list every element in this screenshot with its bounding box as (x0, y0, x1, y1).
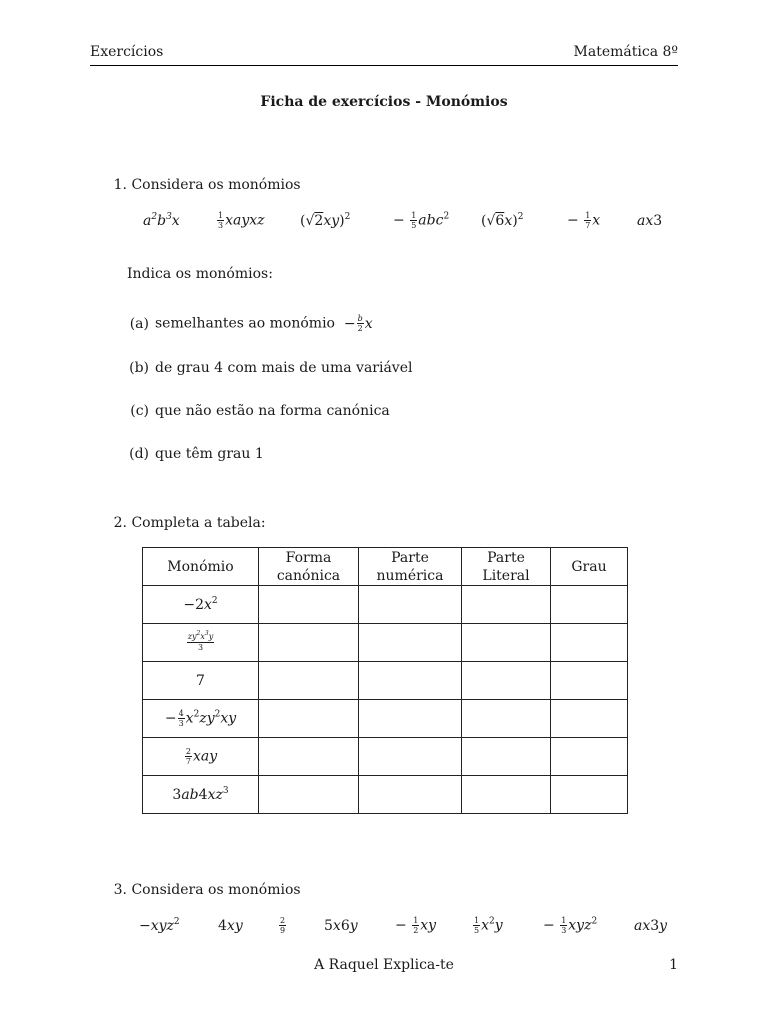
table-header-parte-literal: Parte Literal (462, 548, 551, 586)
page-number: 1 (669, 957, 678, 973)
table-cell-empty[interactable] (551, 662, 628, 700)
q1-item-b (127, 360, 412, 376)
q1-instruction: Indica os monómios: (127, 266, 273, 282)
table-cell-empty[interactable] (462, 738, 551, 776)
q1-item-c-text: que não estão na forma canónica (155, 403, 390, 419)
q1-item-b-label: (b) (129, 360, 149, 376)
q1-item-a-label: (a) (129, 315, 149, 332)
q3-monomial-7: − $\frac{1}{3}$ xyz$^2$ (543, 916, 598, 935)
table-cell-monomial: $\frac{zy^2x^3y}{3}$ (143, 624, 259, 662)
table-header-row (143, 548, 628, 586)
table-cell-empty[interactable] (462, 776, 551, 814)
table-cell-monomial: 7 (143, 662, 259, 700)
header-rule (90, 65, 678, 66)
question-1-number: 1. (113, 177, 127, 193)
q1-item-d-text: que têm grau 1 (155, 446, 264, 462)
q1-item-d-label: (d) (129, 446, 149, 462)
table-cell-empty[interactable] (259, 738, 359, 776)
q1-monomial-5: $(√6x)^2$ (481, 212, 524, 229)
table-cell-empty[interactable] (359, 624, 462, 662)
table-row (143, 624, 628, 662)
q3-monomial-8: ax3y (634, 918, 668, 934)
table-header-parte-numerica: Parte numérica (359, 548, 462, 586)
table-cell-empty[interactable] (462, 624, 551, 662)
table-cell-monomial: − $\frac{4}{3}$ $x^2zy^2xy$ (143, 700, 259, 738)
q1-item-a-text: semelhantes ao monómio (155, 315, 335, 332)
question-2-text: Completa a tabela: (131, 515, 266, 531)
table-cell-empty[interactable] (259, 662, 359, 700)
header-left: Exercícios (90, 44, 164, 60)
question-3 (105, 882, 301, 898)
table-cell-monomial: $3ab4xz^3$ (143, 776, 259, 814)
q3-monomial-6: $\frac{1}{5}$ $x^2y$ (474, 916, 503, 935)
q1-item-b-text: de grau 4 com mais de uma variável (155, 360, 413, 376)
table-cell-empty[interactable] (259, 776, 359, 814)
q3-monomial-2: 4xy (218, 918, 243, 934)
table-cell-empty[interactable] (551, 700, 628, 738)
table-cell-empty[interactable] (551, 776, 628, 814)
table-cell-monomial: $-2x^2$ (143, 586, 259, 624)
question-2 (105, 515, 266, 531)
table-row (143, 586, 628, 624)
table-cell-empty[interactable] (462, 700, 551, 738)
table-cell-empty[interactable] (462, 662, 551, 700)
table-header-forma-canonica: Forma canónica (259, 548, 359, 586)
table-cell-empty[interactable] (359, 776, 462, 814)
q3-monomial-4: 5x6y (324, 918, 358, 934)
q1-item-c (127, 403, 390, 419)
table-cell-empty[interactable] (359, 586, 462, 624)
q1-monomial-7: ax3 (637, 213, 663, 229)
table-cell-empty[interactable] (259, 586, 359, 624)
q3-monomial-3: $\frac{2}{9}$ (280, 916, 286, 935)
table-cell-monomial: $\frac{2}{7}$ xay (143, 738, 259, 776)
table-cell-empty[interactable] (259, 624, 359, 662)
question-3-text: Considera os monómios (131, 882, 301, 898)
table-cell-empty[interactable] (359, 738, 462, 776)
table-row (143, 738, 628, 776)
q1-item-a-monomial: − $\frac{b}{2}$ x (343, 314, 373, 333)
table-row (143, 776, 628, 814)
page-title: Ficha de exercícios - Monómios (260, 94, 508, 110)
q3-monomial-1: −xyz$^2$ (139, 917, 180, 934)
footer-author: A Raquel Explica-te (314, 957, 454, 973)
question-3-number: 3. (113, 882, 127, 898)
q1-monomial-4: − $\frac{1}{5}$ abc$^2$ (393, 211, 450, 230)
table-header-grau: Grau (551, 548, 628, 586)
question-2-number: 2. (113, 515, 127, 531)
monomial-table (142, 547, 628, 814)
table-cell-empty[interactable] (551, 738, 628, 776)
table-cell-empty[interactable] (551, 586, 628, 624)
q1-item-c-label: (c) (130, 403, 149, 419)
q3-monomial-5: − $\frac{1}{2}$ xy (395, 916, 437, 935)
table-row (143, 662, 628, 700)
q1-monomial-6: − $\frac{1}{7}$ x (567, 211, 601, 230)
q1-monomial-2: $\frac{1}{3}$ xayxz (218, 211, 265, 230)
question-1-text: Considera os monómios (131, 177, 301, 193)
table-row (143, 700, 628, 738)
table-cell-empty[interactable] (259, 700, 359, 738)
q1-item-d (127, 446, 264, 462)
q1-item-a (127, 314, 373, 333)
table-cell-empty[interactable] (359, 662, 462, 700)
table-cell-empty[interactable] (551, 624, 628, 662)
header-right: Matemática 8º (573, 44, 678, 60)
q1-monomial-3: $(√2xy)^2$ (300, 212, 351, 229)
question-1 (105, 177, 301, 193)
table-cell-empty[interactable] (462, 586, 551, 624)
table-cell-empty[interactable] (359, 700, 462, 738)
q1-monomial-1: $a^2b^3x$ (143, 212, 180, 229)
table-header-monomio: Monómio (143, 548, 259, 586)
